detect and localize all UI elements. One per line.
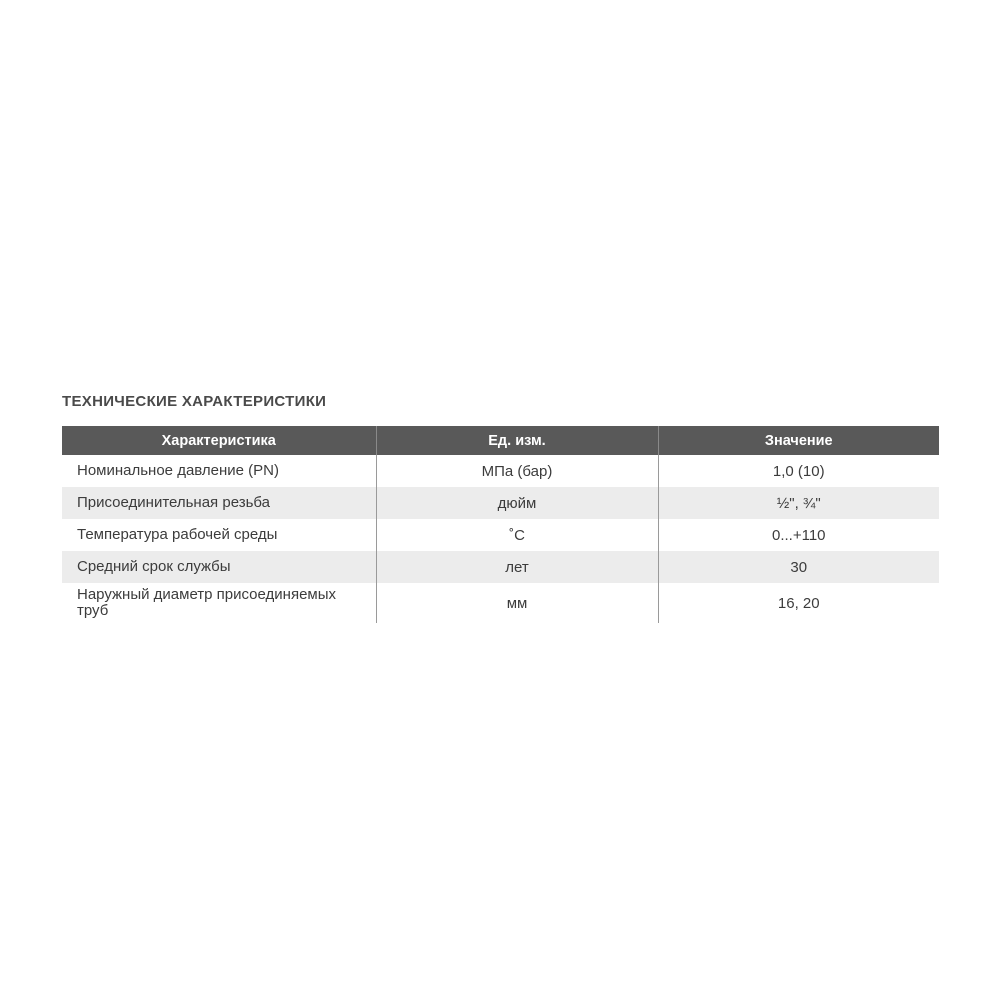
row-value: 30 [658,551,939,583]
row-characteristic: Номинальное давление (PN) [62,455,376,487]
row-value: 0...+110 [771,526,826,544]
row-unit: мм [376,583,658,623]
row-value: 1,0 (10) [772,462,825,480]
table-row [62,583,939,623]
row-characteristic: Присоединительная резьба [62,487,376,519]
table-row [62,455,939,487]
section-title: ТЕХНИЧЕСКИЕ ХАРАКТЕРИСТИКИ [62,393,327,410]
row-unit: лет [376,551,658,583]
row-value: 16, 20 [777,594,820,612]
column-header-unit: Ед. изм. [376,426,658,455]
row-value: ½", ¾" [658,487,939,519]
table-row [62,487,939,519]
row-characteristic: Наружный диаметр присоединяемых труб [62,583,376,623]
row-unit: МПа (бар) [376,455,658,487]
table-row [62,519,939,551]
row-unit: дюйм [376,487,658,519]
row-characteristic: Средний срок службы [62,551,376,583]
column-header-characteristic: Характеристика [62,426,376,455]
column-header-value: Значение [658,426,939,455]
table-row [62,551,939,583]
row-characteristic: Температура рабочей среды [62,519,376,551]
table-header-row [62,426,939,455]
row-unit: ˚С [376,519,658,551]
specifications-table [62,426,939,623]
